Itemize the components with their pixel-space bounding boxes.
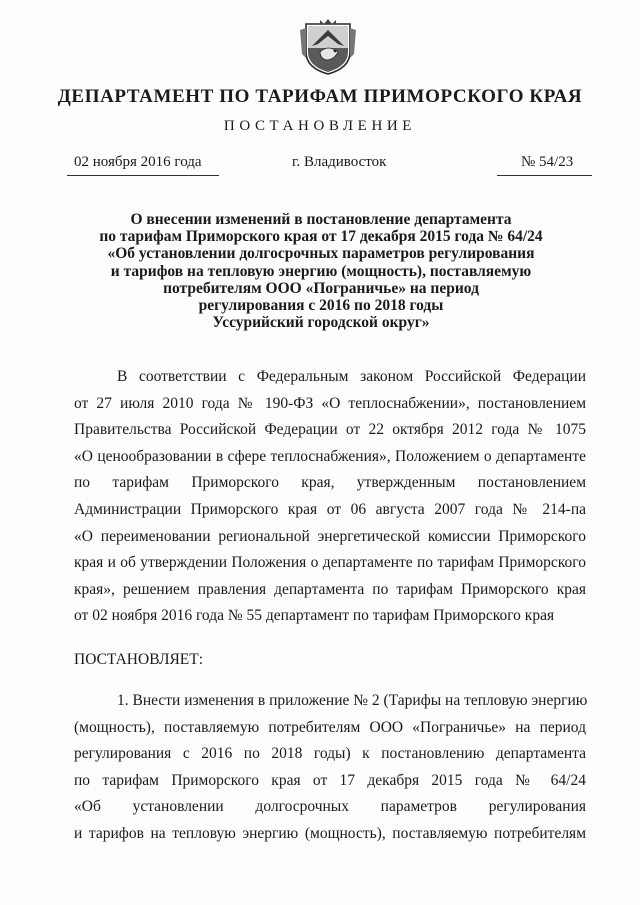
heading-line: О внесении изменений в постановление департамента <box>130 211 512 228</box>
clause-1-paragraph <box>74 688 586 848</box>
paragraph-line: (мощность), поставляемую потребителям ООО «Пограничье» на период <box>74 718 586 736</box>
paragraph-line: и тарифов на тепловую энергию (мощность), поставляемую потребителям <box>74 824 586 842</box>
paragraph-line: Правительства Российской Федерации от 22 октября 2012 года № 1075 <box>74 421 586 439</box>
paragraph-line: 1. Внести изменения в приложение № 2 (Тарифы на тепловую энергию <box>117 692 588 709</box>
paragraph-line: по тарифам Приморского края от 17 декабря 2015 года № 64/24 <box>74 771 586 789</box>
paragraph-line: «О переименовании региональной энергетической комиссии Приморского <box>74 527 586 545</box>
paragraph-line: по тарифам Приморского края, утвержденным постановлением <box>74 474 586 492</box>
paragraph-line: от 27 июля 2010 года № 190-ФЗ «О теплоснабжении», постановлением <box>74 394 586 412</box>
coat-of-arms-icon <box>298 18 358 76</box>
heading-line: «Об установлении долгосрочных параметров регулирования <box>107 245 535 263</box>
preamble-paragraph <box>74 364 586 630</box>
paragraph-line: «Об установлении долгосрочных параметров регулирования <box>74 798 586 816</box>
decree-word: ПОСТАНОВЛЯЕТ: <box>74 651 204 668</box>
document-number: № 54/23 <box>521 154 574 170</box>
number-underline <box>497 175 592 176</box>
document-heading <box>90 211 552 331</box>
heading-line: и тарифов на тепловую энергию (мощность), поставляемую <box>110 262 532 280</box>
department-title: ДЕПАРТАМЕНТ ПО ТАРИФАМ ПРИМОРСКОГО КРАЯ <box>57 86 583 107</box>
heading-line: регулирования с 2016 по 2018 годы <box>198 297 444 315</box>
paragraph-line: «О ценообразовании в сфере теплоснабжения», Положением о департаменте <box>74 447 586 465</box>
paragraph-line: В соответствии с Федеральным законом Российской Федерации <box>117 368 586 385</box>
document-place: г. Владивосток <box>292 154 387 170</box>
heading-line: потребителям ООО «Пограничье» на период <box>163 279 479 297</box>
heading-line: по тарифам Приморского края от 17 декабря 2015 года № 64/24 <box>99 228 543 246</box>
paragraph-line: регулирования с 2016 по 2018 годы) к постановлению департамента <box>74 745 586 763</box>
heading-line: Уссурийский городской округ» <box>212 314 430 332</box>
date-underline <box>67 175 219 176</box>
document-type: ПОСТАНОВЛЕНИЕ <box>223 118 417 134</box>
paragraph-line: от 02 ноября 2016 года № 55 департамент по тарифам Приморского края <box>74 607 555 625</box>
paragraph-line: края», решением правления департамента по тарифам Приморского края <box>74 580 586 598</box>
document-date: 02 ноября 2016 года <box>74 154 202 170</box>
paragraph-line: Администрации Приморского края от 06 августа 2007 года № 214-па <box>74 500 586 518</box>
paragraph-line: края и об утверждении Положения о департаменте по тарифам Приморского <box>74 554 586 572</box>
